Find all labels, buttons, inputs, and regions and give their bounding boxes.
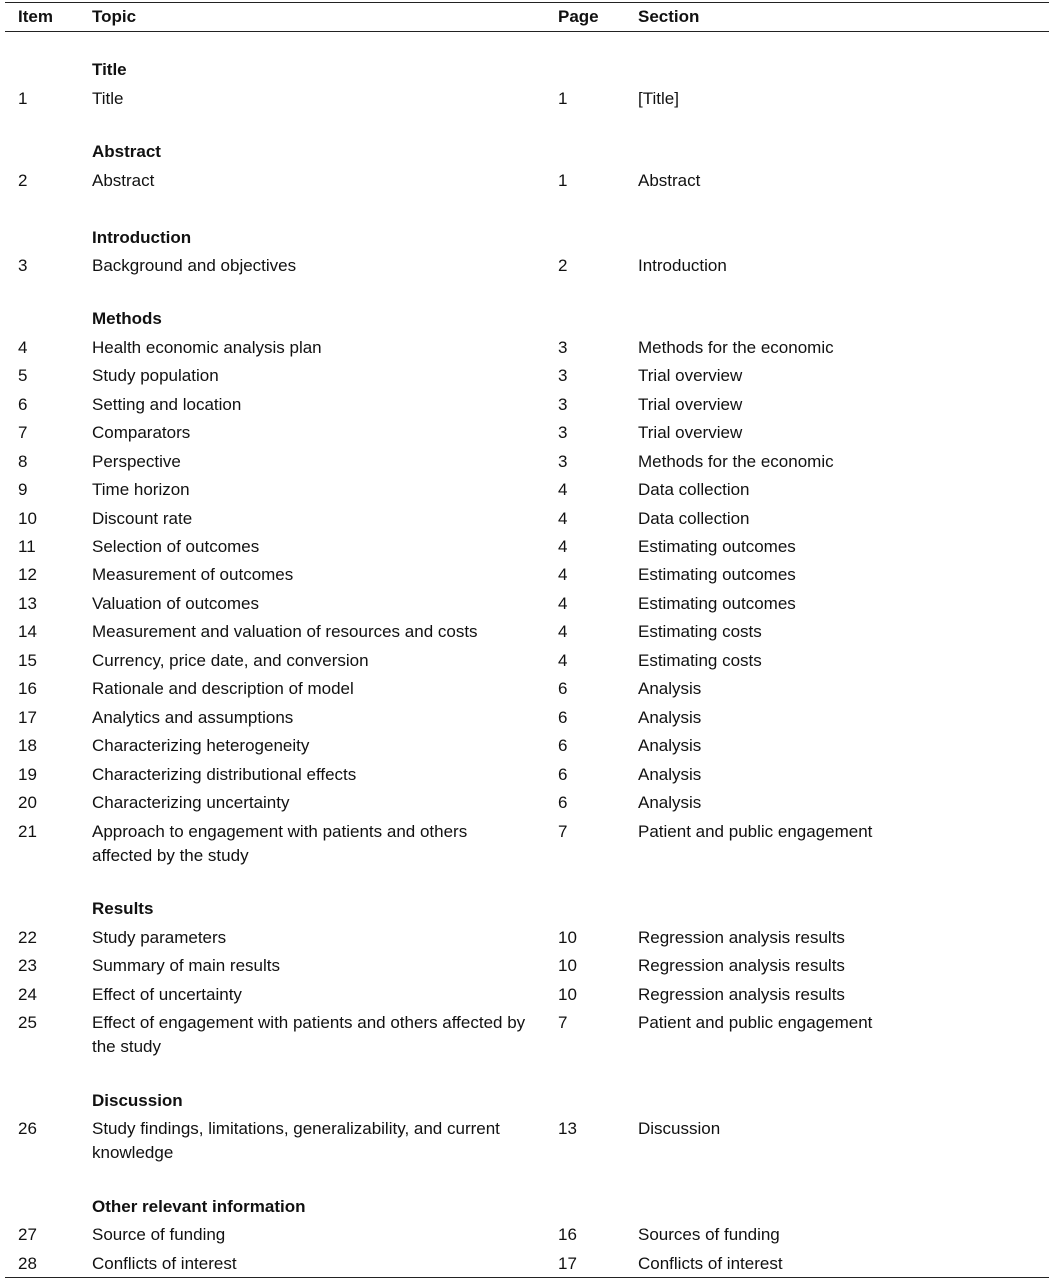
row-item: 2 (18, 171, 28, 190)
row-section: Discussion (638, 1119, 721, 1138)
row-page: 3 (558, 366, 568, 385)
row-section: Introduction (638, 256, 727, 275)
row-page: 16 (558, 1225, 577, 1244)
row-page: 3 (558, 338, 568, 357)
row-page: 4 (558, 480, 568, 499)
row-section: Data collection (638, 509, 750, 528)
row-topic: Source of funding (92, 1225, 226, 1244)
row-item: 8 (18, 452, 28, 471)
row-topic: Measurement of outcomes (92, 565, 294, 584)
row-page: 6 (558, 793, 568, 812)
row-page: 4 (558, 509, 568, 528)
row-topic: Rationale and description of model (92, 679, 354, 698)
row-section: Regression analysis results (638, 985, 845, 1004)
row-item: 7 (18, 423, 28, 442)
row-topic: Setting and location (92, 395, 242, 414)
row-topic: Background and objectives (92, 256, 297, 275)
row-item: 27 (18, 1225, 37, 1244)
row-page: 10 (558, 928, 577, 947)
row-item: 12 (18, 565, 37, 584)
section-heading: Title (92, 60, 127, 79)
row-section: Data collection (638, 480, 750, 499)
row-section: Patient and public engagement (638, 1013, 873, 1032)
row-item: 18 (18, 736, 37, 755)
row-section: Trial overview (638, 395, 743, 414)
row-section: Estimating outcomes (638, 537, 796, 556)
row-item: 22 (18, 928, 37, 947)
row-section: Estimating costs (638, 622, 762, 641)
row-topic: Approach to engagement with patients and others affected by the study (92, 822, 468, 865)
row-topic: Study findings, limitations, generalizability, and current knowledge (92, 1119, 500, 1162)
row-page: 4 (558, 594, 568, 613)
row-page: 1 (558, 89, 568, 108)
row-item: 9 (18, 480, 28, 499)
row-page: 4 (558, 622, 568, 641)
row-topic: Measurement and valuation of resources and costs (92, 622, 478, 641)
row-section: Analysis (638, 679, 702, 698)
row-page: 3 (558, 395, 568, 414)
row-section: Analysis (638, 736, 702, 755)
row-item: 19 (18, 765, 37, 784)
section-heading: Other relevant information (92, 1197, 306, 1216)
row-topic: Selection of outcomes (92, 537, 260, 556)
section-heading: Introduction (92, 228, 192, 247)
section-heading: Methods (92, 309, 162, 328)
section-heading: Abstract (92, 142, 161, 161)
row-page: 7 (558, 1013, 568, 1032)
row-section: Estimating outcomes (638, 594, 796, 613)
table-bottom-rule (5, 1277, 1049, 1278)
row-item: 28 (18, 1254, 37, 1273)
row-page: 6 (558, 736, 568, 755)
row-topic: Discount rate (92, 509, 193, 528)
row-page: 2 (558, 256, 568, 275)
row-section: Methods for the economic (638, 338, 834, 357)
row-topic: Title (92, 89, 124, 108)
row-topic: Valuation of outcomes (92, 594, 259, 613)
row-page: 6 (558, 765, 568, 784)
row-item: 11 (18, 537, 36, 556)
row-page: 7 (558, 822, 568, 841)
row-topic: Effect of uncertainty (92, 985, 242, 1004)
row-topic: Study population (92, 366, 219, 385)
row-section: Regression analysis results (638, 928, 845, 947)
header-bottom-rule (5, 31, 1049, 32)
row-item: 20 (18, 793, 37, 812)
row-item: 10 (18, 509, 37, 528)
row-page: 6 (558, 679, 568, 698)
row-section: [Title] (638, 89, 679, 108)
row-topic: Characterizing heterogeneity (92, 736, 310, 755)
row-item: 26 (18, 1119, 37, 1138)
row-topic: Characterizing distributional effects (92, 765, 357, 784)
row-page: 17 (558, 1254, 577, 1273)
row-section: Regression analysis results (638, 956, 845, 975)
row-topic: Characterizing uncertainty (92, 793, 290, 812)
row-page: 6 (558, 708, 568, 727)
row-page: 1 (558, 171, 568, 190)
row-page: 10 (558, 985, 577, 1004)
section-heading: Discussion (92, 1091, 183, 1110)
row-section: Trial overview (638, 366, 743, 385)
row-item: 14 (18, 622, 37, 641)
row-topic: Analytics and assumptions (92, 708, 294, 727)
row-topic: Perspective (92, 452, 181, 471)
row-page: 4 (558, 565, 568, 584)
row-section: Trial overview (638, 423, 743, 442)
row-item: 5 (18, 366, 28, 385)
row-section: Analysis (638, 793, 702, 812)
row-section: Abstract (638, 171, 701, 190)
row-page: 4 (558, 537, 568, 556)
column-header-section: Section (638, 7, 700, 26)
row-item: 15 (18, 651, 37, 670)
column-header-topic: Topic (92, 7, 137, 26)
row-topic: Time horizon (92, 480, 190, 499)
row-page: 4 (558, 651, 568, 670)
row-section: Methods for the economic (638, 452, 834, 471)
row-section: Estimating costs (638, 651, 762, 670)
row-section: Sources of funding (638, 1225, 780, 1244)
row-item: 21 (18, 822, 37, 841)
row-item: 23 (18, 956, 37, 975)
row-topic: Effect of engagement with patients and others affected by the study (92, 1013, 526, 1056)
row-section: Conflicts of interest (638, 1254, 783, 1273)
row-section: Estimating outcomes (638, 565, 796, 584)
row-topic: Health economic analysis plan (92, 338, 322, 357)
row-item: 4 (18, 338, 28, 357)
row-item: 1 (18, 89, 28, 108)
row-section: Analysis (638, 765, 702, 784)
row-page: 10 (558, 956, 577, 975)
row-section: Patient and public engagement (638, 822, 873, 841)
row-item: 13 (18, 594, 37, 613)
row-topic: Abstract (92, 171, 155, 190)
row-page: 3 (558, 452, 568, 471)
row-topic: Summary of main results (92, 956, 280, 975)
row-topic: Comparators (92, 423, 191, 442)
row-section: Analysis (638, 708, 702, 727)
row-topic: Currency, price date, and conversion (92, 651, 369, 670)
row-item: 25 (18, 1013, 37, 1032)
row-page: 13 (558, 1119, 577, 1138)
row-topic: Conflicts of interest (92, 1254, 237, 1273)
row-item: 16 (18, 679, 37, 698)
column-header-item: Item (18, 7, 53, 26)
section-heading: Results (92, 899, 154, 918)
row-page: 3 (558, 423, 568, 442)
row-item: 6 (18, 395, 28, 414)
column-header-page: Page (558, 7, 599, 26)
checklist-table (5, 0, 1049, 1278)
table-top-rule (5, 2, 1049, 3)
row-item: 3 (18, 256, 28, 275)
row-item: 17 (18, 708, 37, 727)
row-item: 24 (18, 985, 37, 1004)
row-topic: Study parameters (92, 928, 227, 947)
